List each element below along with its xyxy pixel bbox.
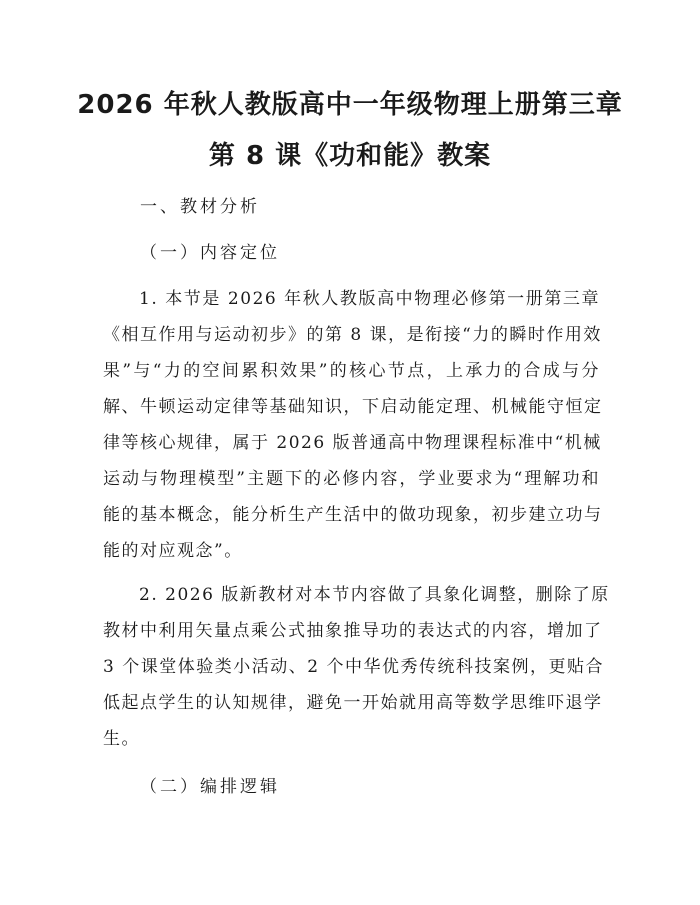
section-heading-teaching-material-analysis: 一、教材分析 [140,197,260,217]
paragraph-line: 2. 2026 版新教材对本节内容做了具象化调整，删除了原 [139,585,610,605]
paragraph-line: 果”与“力的空间累积效果”的核心节点，上承力的合成与分 [103,361,600,381]
paragraph-line: 能的基本概念，能分析生产生活中的做功现象，初步建立功与 [103,505,603,525]
paragraph-line: 律等核心规律，属于 2026 版普通高中物理课程标准中“机械 [103,433,602,453]
paragraph-1 [103,281,603,569]
paragraph-line: 运动与物理模型”主题下的必修内容，学业要求为“理解功和 [103,469,600,489]
paragraph-line: 1. 本节是 2026 年秋人教版高中物理必修第一册第三章 [139,289,600,309]
paragraph-line: 《相互作用与运动初步》的第 8 课，是衔接“力的瞬时作用效 [103,325,602,345]
subsection-heading-content-positioning: （一）内容定位 [140,243,280,263]
document-title-line-2: 第 8 课《功和能》教案 [208,141,492,171]
paragraph-line: 生。 [103,729,140,749]
paragraph-2 [103,577,610,757]
paragraph-line: 教材中利用矢量点乘公式抽象推导功的表达式的内容，增加了 [103,621,603,641]
paragraph-line: 能的对应观念”。 [103,541,243,561]
subsection-heading-arrangement-logic: （二）编排逻辑 [140,777,280,797]
paragraph-line: 低起点学生的认知规律，避免一开始就用高等数学思维吓退学 [103,693,603,713]
paragraph-line: 解、牛顿运动定律等基础知识，下启动能定理、机械能守恒定 [103,397,603,417]
paragraph-line: 3 个课堂体验类小活动、2 个中华优秀传统科技案例，更贴合 [103,657,604,677]
document-title-line-1: 2026 年秋人教版高中一年级物理上册第三章 [77,90,623,120]
